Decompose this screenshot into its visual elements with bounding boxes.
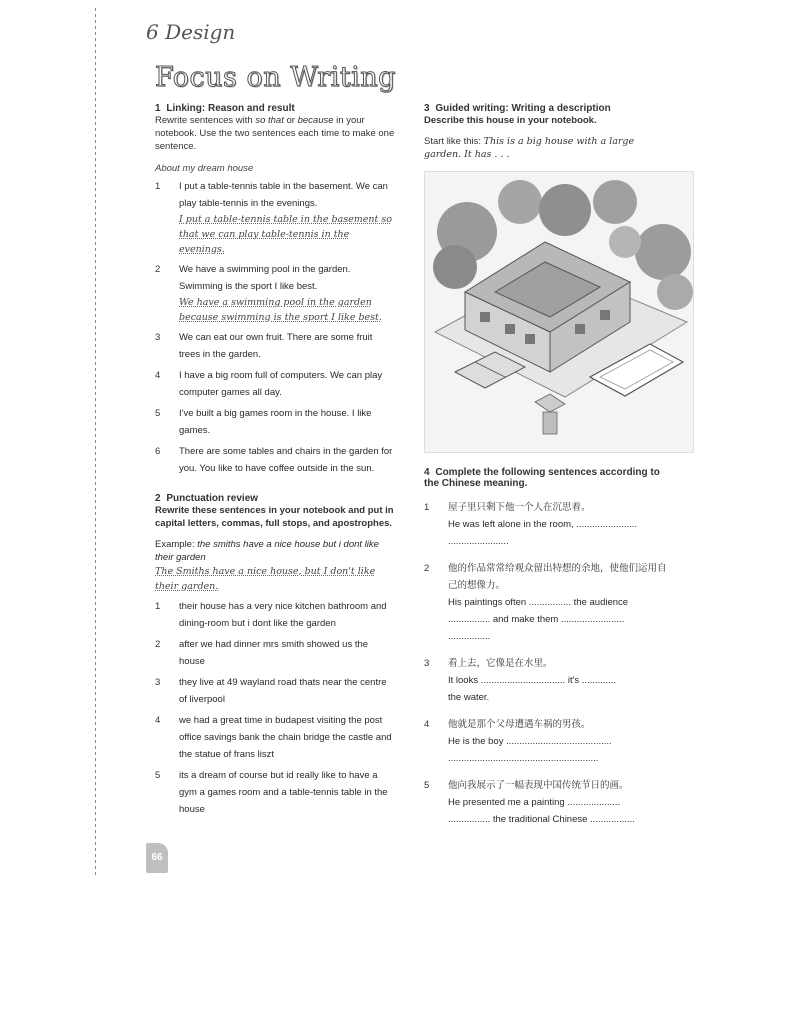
list-item <box>424 499 669 550</box>
item-number: 5 <box>155 408 161 419</box>
page-number: 66 <box>146 843 168 873</box>
example <box>155 538 395 594</box>
section-1-instruction <box>155 114 395 153</box>
item-text: We have a swimming pool in the garden. Swimming is the sport I like best. <box>179 264 351 292</box>
item-text: I've built a big games room in the house. I like games. <box>179 408 372 436</box>
chinese-sentence: 屋子里只剩下他一个人在沉思着。 <box>448 502 591 513</box>
left-column <box>155 103 395 818</box>
section-4-heading <box>424 467 669 489</box>
list-item <box>155 443 395 477</box>
list-item <box>155 178 395 257</box>
example-text: the smiths have a nice house but i dont like their garden <box>155 539 379 563</box>
chinese-sentence: 他的作品常常给观众留出特想的余地，使他们运用自己的想像力。 <box>448 563 667 591</box>
house-drawing <box>425 172 693 452</box>
item-number: 3 <box>155 677 161 688</box>
instruction-text: Rewrite sentences with <box>155 115 256 126</box>
section-2-instruction: Rewrite these sentences in your notebook and put in capital letters, commas, full stops, and apostrophes. <box>155 505 394 529</box>
item-text: they live at 49 wayland road thats near the centre of liverpool <box>179 677 387 705</box>
item-text: There are some tables and chairs in the garden for you. You like to have coffee outside in the sun. <box>179 446 393 474</box>
item-number: 2 <box>155 639 161 650</box>
section-2-heading <box>155 493 395 504</box>
item-number: 1 <box>155 181 161 192</box>
binding-margin-line <box>95 8 96 878</box>
instruction-text: or <box>283 115 298 126</box>
item-text: I put a table-tennis table in the basement. We can play table-tennis in the evenings. <box>179 181 388 209</box>
start-prompt <box>424 135 669 161</box>
item-number: 4 <box>155 370 161 381</box>
section-number: 2 <box>155 493 161 504</box>
handwritten-answer: I put a table-tennis table in the basement so that we can play table-tennis in the evenings. <box>179 214 392 255</box>
item-number: 4 <box>424 719 430 730</box>
fill-line: His paintings often ................ the audience <box>448 597 629 608</box>
fill-line: ................ and make them ........................ <box>448 614 625 625</box>
instruction-text: in your notebook. Use the two sentences each time to make one sentence. <box>155 115 395 152</box>
section-4 <box>424 467 669 828</box>
item-number: 4 <box>155 715 161 726</box>
list-item <box>424 655 669 706</box>
section-number: 4 <box>424 467 430 478</box>
list-item <box>424 716 669 767</box>
item-number: 2 <box>424 563 430 574</box>
right-column <box>424 103 669 828</box>
section-title: Complete the following sentences according to the Chinese meaning. <box>424 467 660 489</box>
list-item <box>155 598 395 632</box>
section-1-subheading: About my dream house <box>155 163 254 174</box>
fill-line: It looks ................................ it's ............. <box>448 675 617 686</box>
list-item <box>155 674 395 708</box>
item-number: 1 <box>424 502 430 513</box>
section-3-heading <box>424 103 669 114</box>
fill-line: He presented me a painting .................... <box>448 797 621 808</box>
item-text: We can eat our own fruit. There are some fruit trees in the garden. <box>179 332 373 360</box>
item-number: 2 <box>155 264 161 275</box>
item-number: 5 <box>155 770 161 781</box>
fill-line: ......................................................... <box>448 753 599 764</box>
section-1-heading <box>155 103 395 114</box>
item-number: 3 <box>424 658 430 669</box>
item-text: we had a great time in budapest visiting the post office savings bank the chain bridge the castle and the statue of frans liszt <box>179 715 392 760</box>
section-1 <box>155 103 395 477</box>
section-number: 1 <box>155 103 161 114</box>
start-text: This is a big house with a large garden. It has . . . <box>424 136 635 160</box>
instruction-keyword: so that <box>255 115 284 126</box>
page-title: Focus on Writing <box>155 62 396 93</box>
fill-line: the water. <box>448 692 490 703</box>
list-item <box>155 367 395 401</box>
example-label: Example: <box>155 539 198 550</box>
list-item <box>155 261 395 325</box>
list-item <box>155 767 395 818</box>
section-title: Guided writing: Writing a description <box>435 103 611 114</box>
item-text: I have a big room full of computers. We can play computer games all day. <box>179 370 383 398</box>
fill-line: He was left alone in the room, ....................... <box>448 519 638 530</box>
item-text: their house has a very nice kitchen bathroom and dining-room but i dont like the garden <box>179 601 387 629</box>
item-number: 1 <box>155 601 161 612</box>
list-item <box>424 560 669 645</box>
item-text: after we had dinner mrs smith showed us the house <box>179 639 369 667</box>
list-item <box>424 777 669 828</box>
item-text: its a dream of course but id really like to have a gym a games room and a table-tennis table in the house <box>179 770 388 815</box>
handwritten-answer: We have a swimming pool in the garden because swimming is the sport I like best. <box>179 297 382 323</box>
handwritten-answer: The Smiths have a nice house, but I don't like their garden. <box>155 566 376 592</box>
item-number: 3 <box>155 332 161 343</box>
start-label: Start like this: <box>424 136 484 147</box>
section-title: Punctuation review <box>166 493 259 504</box>
item-number: 5 <box>424 780 430 791</box>
fill-line: ................ <box>448 631 491 642</box>
chinese-sentence: 看上去，它像是在水里。 <box>448 658 553 669</box>
unit-title: 6 Design <box>146 20 236 44</box>
chinese-sentence: 他向我展示了一幅表现中国传统节日的画。 <box>448 780 629 791</box>
section-3-instruction: Describe this house in your notebook. <box>424 115 597 126</box>
fill-line: ................ the traditional Chinese ................. <box>448 814 635 825</box>
section-number: 3 <box>424 103 430 114</box>
chinese-sentence: 他就是那个父母遭遇车祸的男孩。 <box>448 719 591 730</box>
list-item <box>155 329 395 363</box>
list-item <box>155 712 395 763</box>
section-3 <box>424 103 669 453</box>
fill-line: ....................... <box>448 536 509 547</box>
section-2 <box>155 493 395 818</box>
list-item <box>155 636 395 670</box>
fill-line: He is the boy ........................................ <box>448 736 612 747</box>
house-illustration <box>424 171 694 453</box>
list-item <box>155 405 395 439</box>
section-title: Linking: Reason and result <box>166 103 295 114</box>
item-number: 6 <box>155 446 161 457</box>
instruction-keyword: because <box>297 115 334 126</box>
